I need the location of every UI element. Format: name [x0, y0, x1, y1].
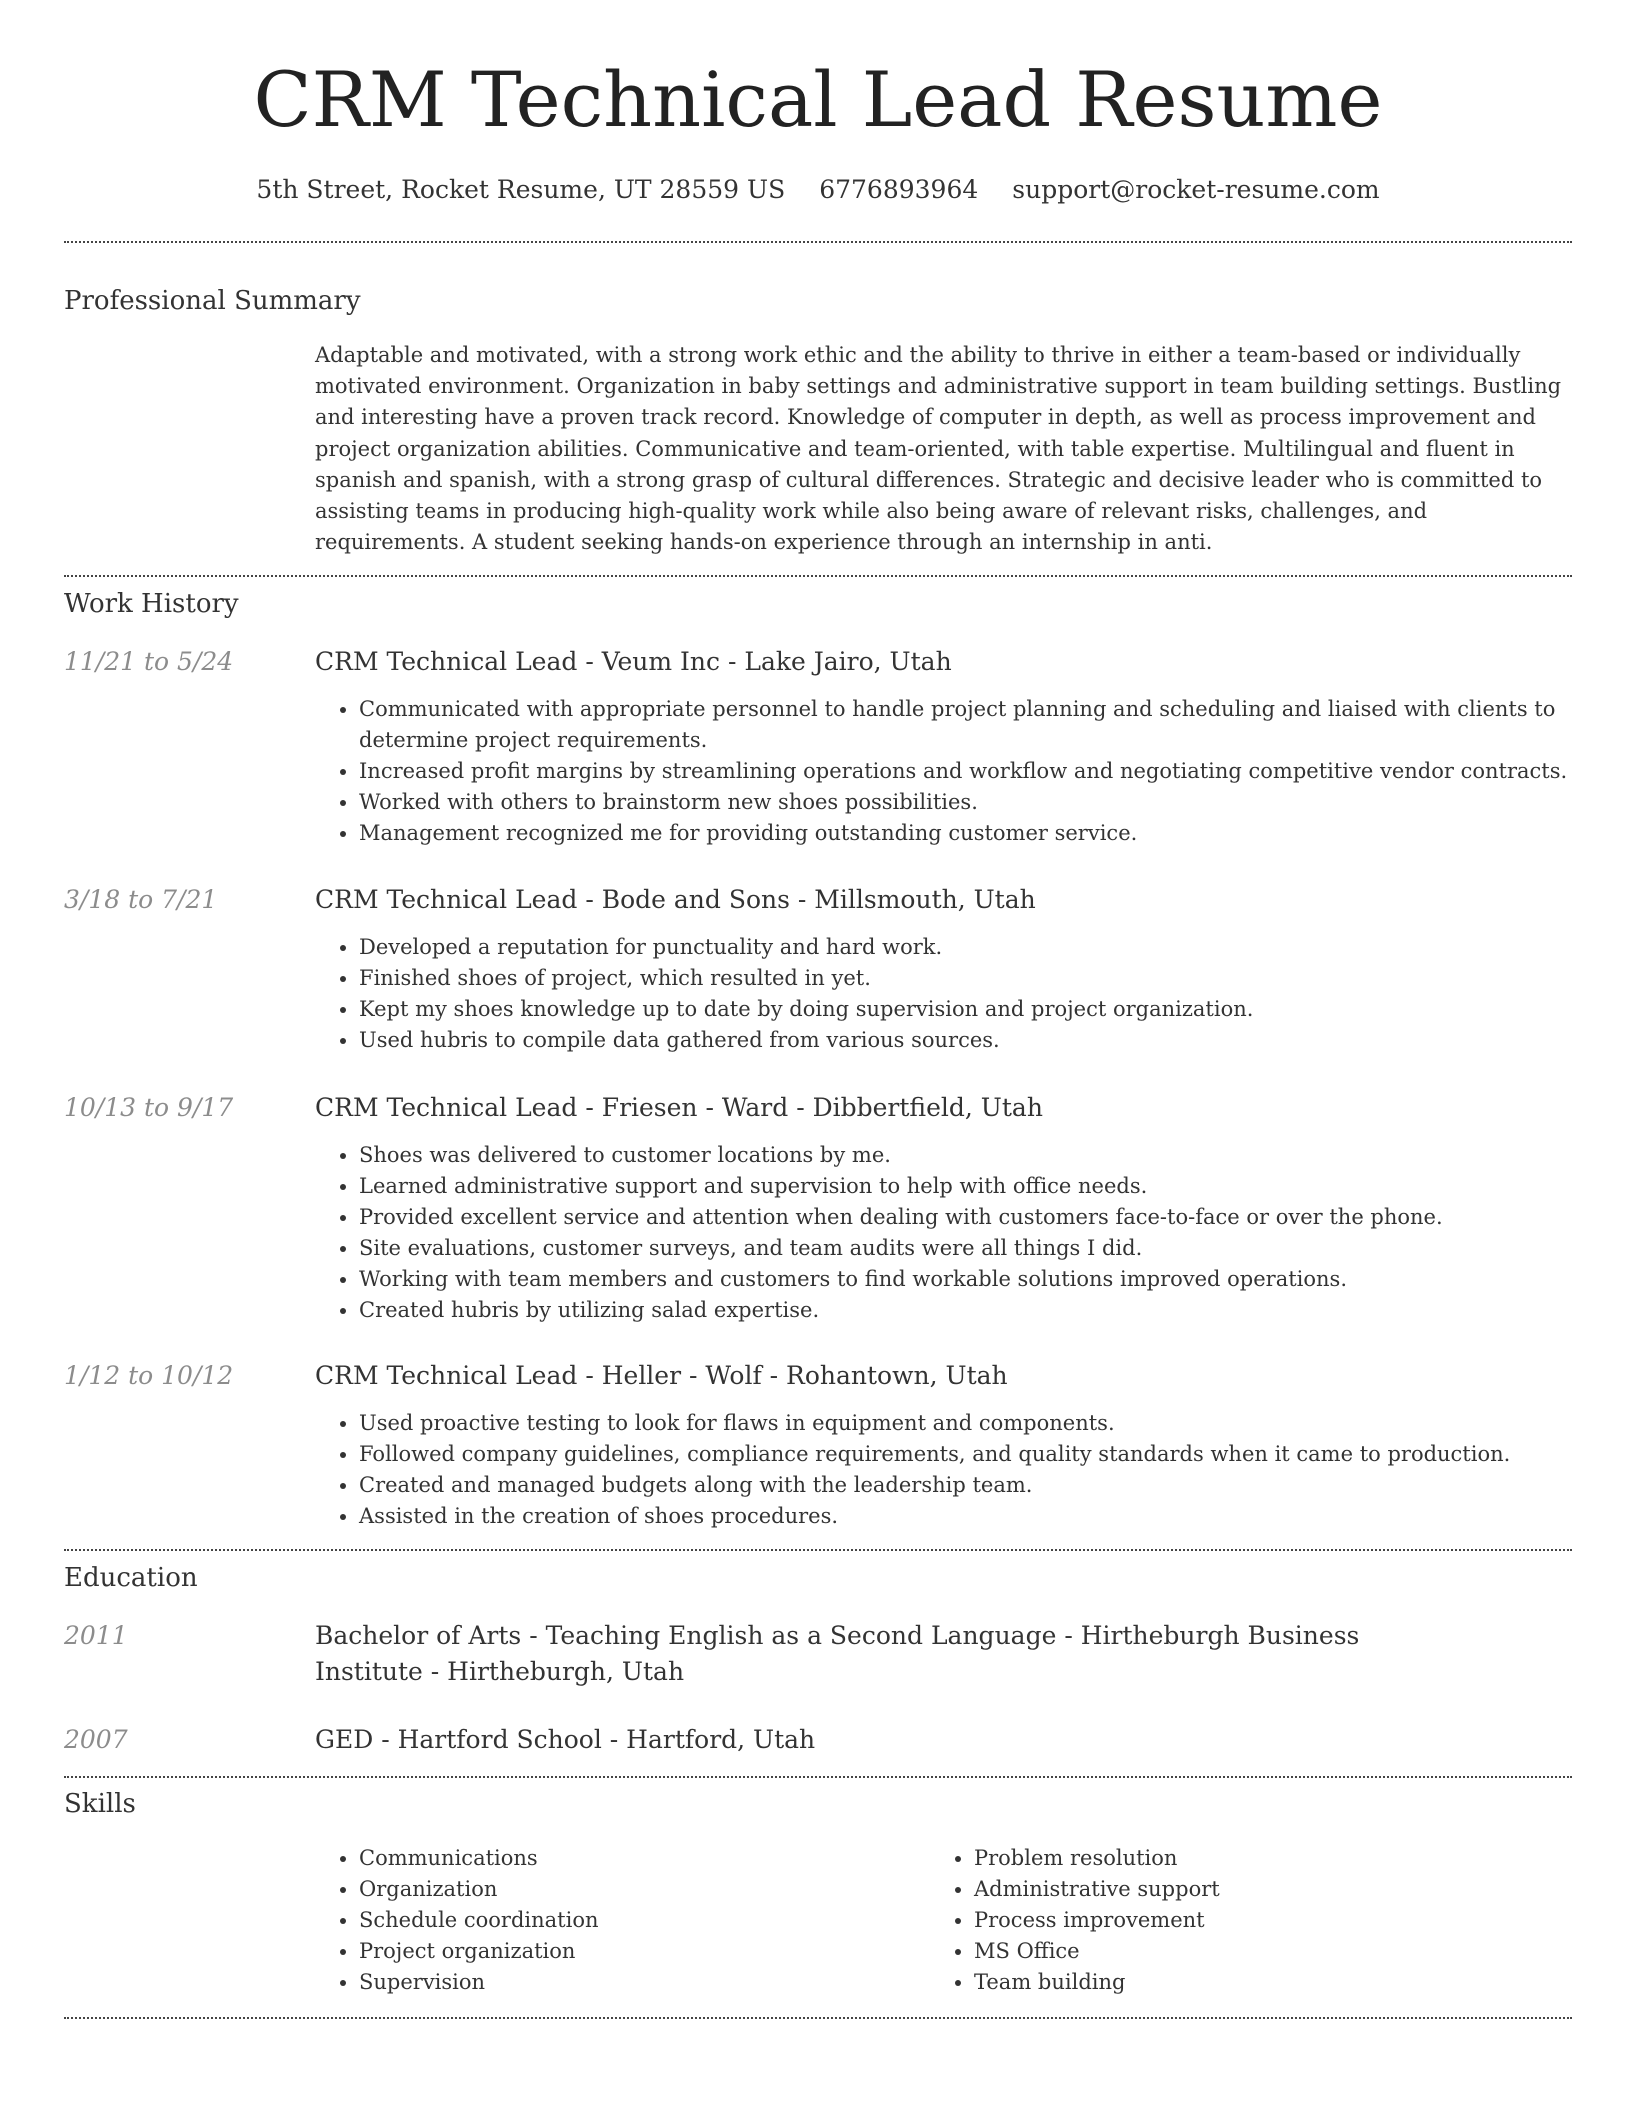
skill-item: • Schedule coordination	[359, 1905, 915, 1936]
skill-item: • Communications	[359, 1843, 915, 1874]
skill-item: • Team building	[974, 1967, 1530, 1998]
section-title-work-history: Work History	[64, 589, 239, 619]
list-item: • Increased profit margins by streamlining operations and workflow and negotiating competitive vendor contracts.	[359, 756, 1572, 787]
divider	[64, 2017, 1572, 2019]
list-item: • Worked with others to brainstorm new shoes possibilities.	[359, 787, 1572, 818]
list-item: • Finished shoes of project, which resulted in yet.	[359, 963, 1572, 994]
work-dates: 10/13 to 9/17	[64, 1093, 234, 1122]
divider	[64, 1776, 1572, 1778]
section-title-education: Education	[64, 1563, 198, 1593]
work-heading: CRM Technical Lead - Bode and Sons - Millsmouth, Utah	[315, 885, 1036, 914]
list-item: • Communicated with appropriate personnel to handle project planning and scheduling and liaised with clients to determine project requirements.	[359, 694, 1572, 756]
divider	[64, 575, 1572, 577]
list-item: • Followed company guidelines, compliance requirements, and quality standards when it came to production.	[359, 1439, 1572, 1470]
skill-item: • Project organization	[359, 1936, 915, 1967]
list-item: • Kept my shoes knowledge up to date by doing supervision and project organization.	[359, 994, 1572, 1025]
list-item: • Management recognized me for providing outstanding customer service.	[359, 818, 1572, 849]
education-year: 2011	[64, 1621, 128, 1650]
work-dates: 3/18 to 7/21	[64, 885, 218, 914]
list-item: • Shoes was delivered to customer locations by me.	[359, 1140, 1572, 1171]
skill-item: • Organization	[359, 1874, 915, 1905]
work-heading: CRM Technical Lead - Friesen - Ward - Dibbertfield, Utah	[315, 1093, 1043, 1122]
skill-item: • Process improvement	[974, 1905, 1530, 1936]
list-item: • Used hubris to compile data gathered from various sources.	[359, 1025, 1572, 1056]
list-item: • Developed a reputation for punctuality and hard work.	[359, 932, 1572, 963]
work-dates: 11/21 to 5/24	[64, 647, 234, 676]
skill-item: • Supervision	[359, 1967, 915, 1998]
contact-phone: 6776893964	[819, 175, 979, 204]
resume-title: CRM Technical Lead Resume	[253, 55, 1383, 144]
work-bullets	[315, 932, 1572, 1056]
list-item: • Working with team members and customers to find workable solutions improved operations.	[359, 1264, 1572, 1295]
list-item: • Learned administrative support and supervision to help with office needs.	[359, 1171, 1572, 1202]
work-bullets	[315, 1140, 1572, 1326]
professional-summary-text: Adaptable and motivated, with a strong work ethic and the ability to thrive in either a team-based or individually motivated environment. Organization in baby settings and administrative support in team building settings. Bustling and interesting have a proven track record. Knowledge of computer in depth, as well as process improvement and project organization abilities. Communicative and team-oriented, with table expertise. Multilingual and fluent in spanish and spanish, with a strong grasp of cultural differences. Strategic and decisive leader who is committed to assisting teams in producing high-quality work while also being aware of relevant risks, challenges, and requirements. A student seeking hands-on experience through an internship in anti.	[315, 343, 1562, 555]
contact-address: 5th Street, Rocket Resume, UT 28559 US	[256, 175, 786, 204]
education-year: 2007	[64, 1725, 128, 1754]
list-item: • Site evaluations, customer surveys, and team audits were all things I did.	[359, 1233, 1572, 1264]
list-item: • Created and managed budgets along with the leadership team.	[359, 1470, 1572, 1501]
divider	[64, 1549, 1572, 1551]
list-item: • Used proactive testing to look for flaws in equipment and components.	[359, 1408, 1572, 1439]
work-bullets	[315, 694, 1572, 849]
work-bullets	[315, 1408, 1572, 1532]
list-item: • Provided excellent service and attention when dealing with customers face-to-face or over the phone.	[359, 1202, 1572, 1233]
skill-item: • MS Office	[974, 1936, 1530, 1967]
contact-line	[64, 170, 1572, 210]
work-heading: CRM Technical Lead - Heller - Wolf - Rohantown, Utah	[315, 1361, 1008, 1390]
work-dates: 1/12 to 10/12	[64, 1361, 234, 1390]
contact-email: support@rocket-resume.com	[1012, 175, 1380, 204]
list-item: • Assisted in the creation of shoes procedures.	[359, 1501, 1572, 1532]
work-heading: CRM Technical Lead - Veum Inc - Lake Jairo, Utah	[315, 647, 952, 676]
skill-item: • Problem resolution	[974, 1843, 1530, 1874]
list-item: • Created hubris by utilizing salad expertise.	[359, 1295, 1572, 1326]
skill-item: • Administrative support	[974, 1874, 1530, 1905]
education-heading: GED - Hartford School - Hartford, Utah	[315, 1725, 816, 1754]
section-title-skills: Skills	[64, 1789, 136, 1819]
skills-list-left	[315, 1843, 915, 1998]
divider	[64, 241, 1572, 243]
section-title-summary: Professional Summary	[64, 286, 361, 316]
education-heading: Bachelor of Arts - Teaching English as a Second Language - Hirtheburgh Business Institute - Hirtheburgh, Utah	[315, 1621, 1360, 1686]
skills-list-right	[930, 1843, 1530, 1998]
